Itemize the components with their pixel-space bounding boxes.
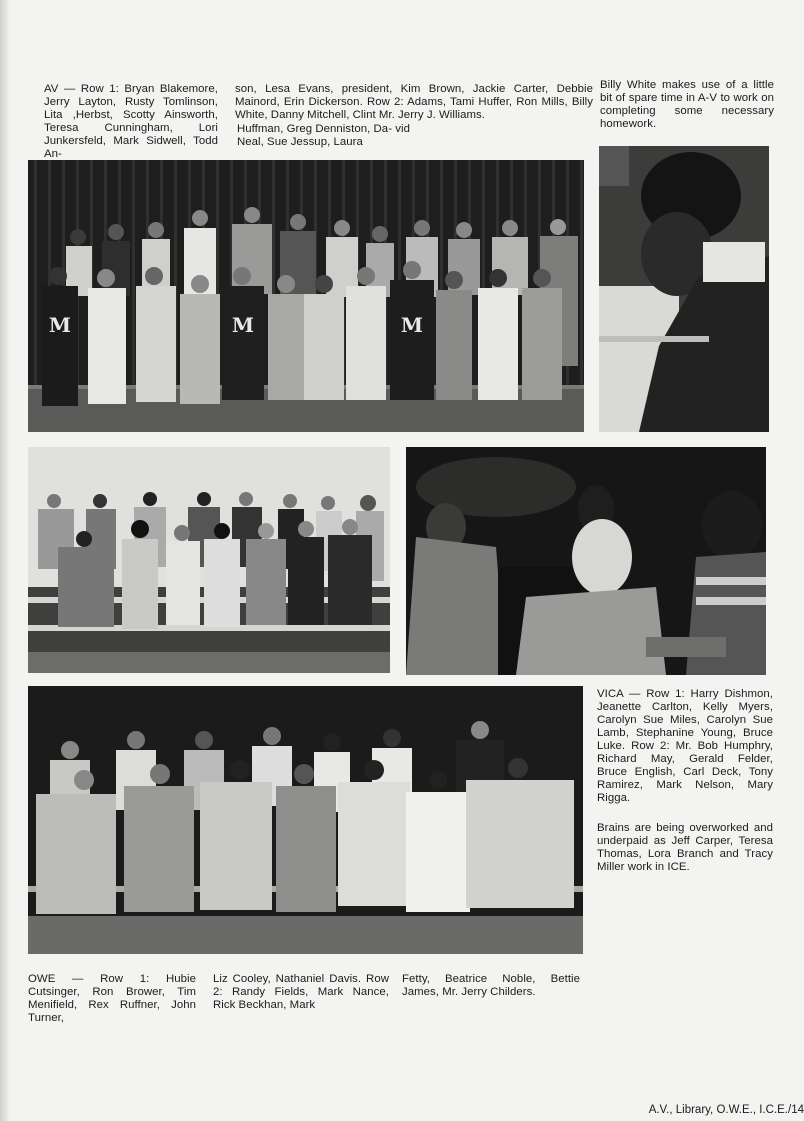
owe-caption-col3: Fetty, Beatrice Noble, Bettie James, Mr. Jerry Childers. [402,973,580,998]
owe-caption-col1: OWE — Row 1: Hubie Cutsinger, Ron Brower, Tim Menifield, Rex Ruffner, John Turner, [28,973,196,1024]
billy-white-caption: Billy White makes use of a little bit of spare time in A-V to work on completing some necessary homework. [600,79,774,130]
jersey-letter-1: M [48,313,72,337]
page-footer: A.V., Library, O.W.E., I.C.E./14 [648,1104,804,1116]
av-group-photo [28,160,584,432]
vica-group-photo [28,686,583,954]
vica-caption: VICA — Row 1: Harry Dishmon, Jeanette Carlton, Kelly Myers, Carolyn Sue Miles, Carolyn Sue Lamb, Stephanine Young, Bruce Luke. Row 2: Mr. Bob Humphry, Richard May, Gerald Felder, Bruce English, Carl Deck, Tony Ramirez, Mark Nelson, Mary Rigga. [597,688,773,804]
jersey-letter-3: M [400,313,424,337]
owe-group-photo [28,447,390,673]
av-caption-col2b: Huffman, Greg Denniston, Da- vid Neal, Sue Jessup, Laura [237,123,410,148]
ice-caption: Brains are being overworked and underpaid as Jeff Carper, Teresa Thomas, Lora Branch and Tracy Miller work in ICE. [597,822,773,873]
av-caption-col1: AV — Row 1: Bryan Blakemore, Jerry Layton, Rusty Tomlinson, Lita ,Herbst, Scotty Ainsworth, Teresa Cunningham, Lori Junkersfeld, Mark Sidwell, Todd An- [44,83,218,160]
av-caption-col2: son, Lesa Evans, president, Kim Brown, Jackie Carter, Debbie Mainord, Erin Dickerson. Row 2: Adams, Tami Huffer, Ron Mills, Billy White, Danny Mitchell, Clint Mr. Jerry J. Williams. [235,83,593,121]
jersey-letter-2: M [231,313,255,337]
billy-white-photo [599,146,769,432]
ice-work-photo [406,447,766,675]
owe-caption-col2: Liz Cooley, Nathaniel Davis. Row 2: Randy Fields, Mark Nance, Rick Beckhan, Mark [213,973,389,1011]
page-edge [0,0,10,1121]
